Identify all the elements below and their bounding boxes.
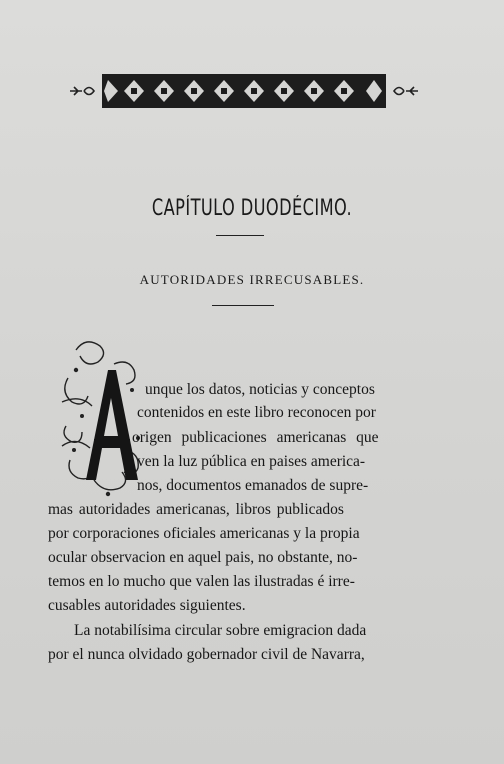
- text-line-3: origen publicaciones americanas que: [132, 429, 379, 446]
- text-line-6: mas autoridades americanas, libros publicados: [48, 501, 344, 518]
- text-line-4: ven la luz pública en paises america-: [137, 453, 366, 470]
- section-title: AUTORIDADES IRRECUSABLES.: [139, 272, 365, 287]
- section-underline: [212, 305, 274, 306]
- text-line-9: temos en lo mucho que valen las ilustradas é irre-: [48, 573, 355, 590]
- text-line-7: por corporaciones oficiales americanas y la propia: [48, 525, 360, 542]
- text-line-1: unque los datos, noticias y conceptos: [145, 381, 375, 398]
- chapter-title: CAPÍTULO DUODÉCIMO.: [151, 196, 353, 221]
- text-line-10: cusables autoridades siguientes.: [48, 597, 246, 614]
- text-line-2: contenidos en este libro reconocen por: [137, 404, 376, 421]
- chapter-underline: [216, 235, 264, 236]
- text-line-8: ocular observacion en aquel pais, no obstante, no-: [48, 549, 358, 566]
- text-line-11: La notabilísima circular sobre emigracion dada: [74, 622, 367, 639]
- ornate-drop-cap: [56, 330, 146, 506]
- ornamental-header-band: [68, 70, 420, 112]
- text-line-12: por el nunca olvidado gobernador civil de Navarra,: [48, 646, 365, 663]
- text-line-5: nos, documentos emanados de supre-: [137, 477, 369, 494]
